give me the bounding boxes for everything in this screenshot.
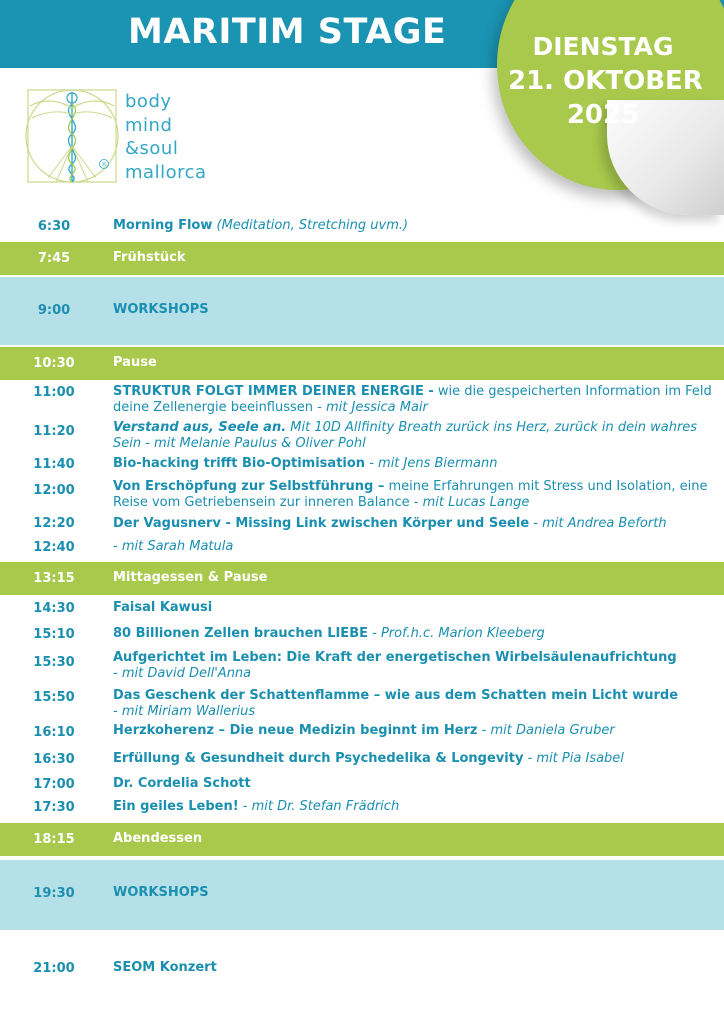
row-speaker: - Prof.h.c. Marion Kleeberg xyxy=(372,626,545,641)
row-time: 21:00 xyxy=(33,961,75,976)
row-label xyxy=(113,570,718,586)
brand-line-mind: mind xyxy=(125,114,173,136)
row-label xyxy=(113,831,718,847)
schedule-row xyxy=(0,478,724,512)
row-label xyxy=(113,384,718,416)
row-label xyxy=(113,799,718,815)
row-label xyxy=(113,456,718,472)
row-label xyxy=(113,539,718,555)
row-speaker: - mit Miriam Wallerius xyxy=(113,704,256,719)
schedule-row xyxy=(0,798,724,820)
row-time: 10:30 xyxy=(33,356,75,371)
row-label xyxy=(113,885,718,901)
row-title: Mittagessen & Pause xyxy=(113,570,268,585)
row-label xyxy=(113,218,718,234)
row-speaker: mit Jessica Mair xyxy=(325,400,428,415)
row-title: WORKSHOPS xyxy=(113,302,209,317)
row-time: 15:50 xyxy=(33,690,75,705)
row-speaker: - mit Sarah Matula xyxy=(113,539,234,554)
row-title: Verstand aus, Seele an. xyxy=(113,420,287,435)
schedule-row xyxy=(0,625,724,647)
row-title: Faisal Kawusi xyxy=(113,600,213,615)
schedule-row-break xyxy=(0,347,724,380)
row-description: wie die gespeicherten Information im Feld deine Zellenergie beeinflussen - xyxy=(113,384,712,415)
row-speaker: - mit Andrea Beforth xyxy=(533,516,667,531)
row-time: 11:20 xyxy=(33,424,75,439)
page-title: MARITIM STAGE xyxy=(128,12,447,52)
row-title: Ein geiles Leben! xyxy=(113,799,239,814)
row-time: 16:10 xyxy=(33,725,75,740)
row-time: 12:40 xyxy=(33,540,75,555)
row-label xyxy=(113,776,718,792)
row-label xyxy=(113,600,718,616)
row-label xyxy=(113,302,718,318)
row-title: Das Geschenk der Schattenflamme – wie aus dem Schatten mein Licht wurde xyxy=(113,688,679,703)
row-time: 17:30 xyxy=(33,800,75,815)
row-time: 13:15 xyxy=(33,571,75,586)
row-time: 15:30 xyxy=(33,655,75,670)
brand-line-soul: &soul xyxy=(125,138,179,159)
schedule-row xyxy=(0,750,724,772)
date-text xyxy=(508,30,703,132)
row-label xyxy=(113,960,718,976)
row-speaker: - mit David Dell'Anna xyxy=(113,666,252,681)
row-title: STRUKTUR FOLGT IMMER DEINER ENERGIE - xyxy=(113,384,434,399)
row-title: Frühstück xyxy=(113,250,186,265)
row-speaker: Mit 10D Allfinity Breath zurück ins Herz, zurück in dein wahres Sein - mit Melanie Paulus & Oliver Pohl xyxy=(113,420,698,451)
row-title: SEOM Konzert xyxy=(113,960,217,975)
row-time: 12:20 xyxy=(33,516,75,531)
schedule-row xyxy=(0,514,724,536)
row-title: Bio-hacking trifft Bio-Optimisation xyxy=(113,456,366,471)
row-label xyxy=(113,420,718,452)
row-title: Erfüllung & Gesundheit durch Psychedelika & Longevity xyxy=(113,751,524,766)
date-day-month: 21. OKTOBER xyxy=(508,66,703,96)
schedule-row xyxy=(0,722,724,744)
schedule-row xyxy=(0,455,724,477)
row-time: 9:00 xyxy=(37,303,71,318)
row-label xyxy=(113,723,718,739)
row-title: Von Erschöpfung zur Selbstführung – xyxy=(113,479,385,494)
row-title: Morning Flow xyxy=(113,218,213,233)
row-time: 14:30 xyxy=(33,601,75,616)
registered-mark: ® xyxy=(101,161,107,169)
brand-line-body: body xyxy=(125,91,172,112)
row-time: 11:00 xyxy=(33,385,75,400)
row-title: Abendessen xyxy=(113,831,203,846)
schedule-row-meal xyxy=(0,562,724,595)
schedule-row xyxy=(0,420,724,454)
row-time: 15:10 xyxy=(33,627,75,642)
row-label xyxy=(113,751,718,767)
brand-wordmark xyxy=(125,90,207,184)
schedule-row xyxy=(0,537,724,559)
row-time: 18:15 xyxy=(33,832,75,847)
schedule-row-workshop xyxy=(0,860,724,930)
row-time: 11:40 xyxy=(33,457,75,472)
brand-line-mallorca: mallorca xyxy=(125,161,207,183)
schedule-row-workshop xyxy=(0,277,724,345)
row-title: Pause xyxy=(113,355,157,370)
row-note: (Meditation, Stretching uvm.) xyxy=(216,218,409,233)
row-time: 12:00 xyxy=(33,483,75,498)
row-speaker: - mit Pia Isabel xyxy=(527,751,624,766)
row-time: 6:30 xyxy=(37,219,71,234)
row-label xyxy=(113,479,718,511)
row-title: Dr. Cordelia Schott xyxy=(113,776,251,791)
row-speaker: - mit Daniela Gruber xyxy=(481,723,615,738)
schedule-row xyxy=(0,599,724,621)
row-label xyxy=(113,688,718,720)
row-title: WORKSHOPS xyxy=(113,885,209,900)
row-speaker: - mit Jens Biermann xyxy=(369,456,498,471)
row-title: 80 Billionen Zellen brauchen LIEBE xyxy=(113,626,368,641)
row-speaker: mit Lucas Lange xyxy=(422,495,530,510)
row-time: 7:45 xyxy=(37,251,71,266)
date-weekday: DIENSTAG xyxy=(532,32,674,61)
row-title: Der Vagusnerv - Missing Link zwischen Körper und Seele xyxy=(113,516,530,531)
schedule-row xyxy=(0,687,724,723)
row-speaker: - mit Dr. Stefan Frädrich xyxy=(242,799,400,814)
row-label xyxy=(113,355,718,371)
row-label xyxy=(113,250,718,266)
row-time: 16:30 xyxy=(33,752,75,767)
schedule-row xyxy=(0,649,724,685)
schedule-row xyxy=(0,775,724,797)
row-title: Herzkoherenz – Die neue Medizin beginnt im Herz xyxy=(113,723,478,738)
schedule-row-meal xyxy=(0,242,724,275)
row-time: 17:00 xyxy=(33,777,75,792)
row-label xyxy=(113,650,718,682)
schedule-row xyxy=(0,383,724,419)
schedule-row xyxy=(0,958,724,982)
schedule-row-meal xyxy=(0,823,724,856)
schedule-row xyxy=(0,214,724,238)
date-year: 2025 xyxy=(566,100,640,130)
row-time: 19:30 xyxy=(33,886,75,901)
row-label xyxy=(113,626,718,642)
row-label xyxy=(113,516,718,532)
row-description: meine Erfahrungen mit Stress und Isolation, eine Reise vom Getriebensein zur inneren Balance - xyxy=(113,479,708,510)
row-title: Aufgerichtet im Leben: Die Kraft der energetischen Wirbelsäulenaufrichtung xyxy=(113,650,677,665)
